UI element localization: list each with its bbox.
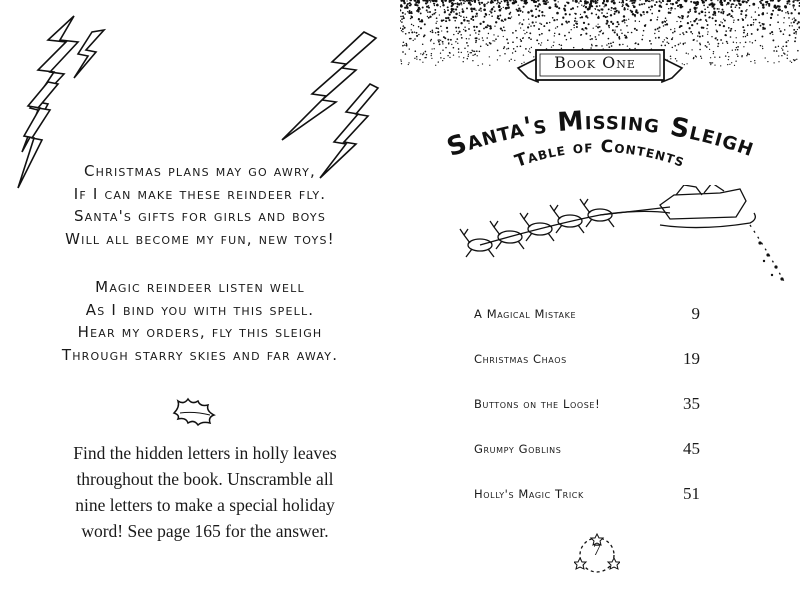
toc-entry[interactable] xyxy=(474,347,700,371)
contents-heading: Table of Contents xyxy=(512,136,688,172)
toc-entry[interactable] xyxy=(474,437,700,461)
poem-line: Through starry skies and far away. xyxy=(61,345,339,364)
book-title: Santa's Missing Sleigh xyxy=(443,105,759,164)
chapter-title: Holly's Magic Trick xyxy=(474,487,584,501)
poem-line: Christmas plans may go awry, xyxy=(83,162,317,180)
chapter-title: A Magical Mistake xyxy=(474,307,577,321)
poem-stanza xyxy=(40,276,360,366)
chapter-title: Grumpy Goblins xyxy=(474,442,562,456)
reindeer-icon xyxy=(580,199,614,227)
poem-line: Santa's gifts for girls and boys xyxy=(73,207,327,225)
sleigh-reindeer-illustration xyxy=(450,185,790,305)
hint-line: word! See page 165 for the answer. xyxy=(81,521,329,541)
poem-line: Hear my orders, fly this sleigh xyxy=(77,323,323,341)
reindeer-icon xyxy=(490,221,524,249)
chapter-page: 19 xyxy=(683,349,700,368)
hidden-letters-hint xyxy=(40,440,370,544)
hint-line: throughout the book. Unscramble all xyxy=(76,469,334,489)
spell-poem xyxy=(40,160,360,392)
toc-entry[interactable] xyxy=(474,482,700,506)
toc-entry[interactable] xyxy=(474,392,700,416)
chapter-page: 51 xyxy=(683,484,700,503)
chapter-page: 45 xyxy=(683,439,700,458)
page-number: 7 xyxy=(593,542,601,559)
chapter-title: Buttons on the Loose! xyxy=(474,397,601,411)
chapter-title: Christmas Chaos xyxy=(474,352,567,366)
poem-line: As I bind you with this spell. xyxy=(85,300,315,319)
hint-line: Find the hidden letters in holly leaves xyxy=(73,443,337,463)
poem-line: Magic reindeer listen well xyxy=(95,278,305,296)
chapter-page: 35 xyxy=(683,394,700,413)
book-number-label: Book One xyxy=(554,53,636,72)
chapter-page: 9 xyxy=(691,304,700,323)
book-title-arc xyxy=(440,92,760,172)
hint-line: nine letters to make a special holiday xyxy=(75,495,335,515)
poem-line: If I can make these reindeer fly. xyxy=(73,184,327,203)
poem-line: Will all become my fun, new toys! xyxy=(65,229,335,248)
holly-leaf-icon xyxy=(170,393,220,427)
poem-stanza xyxy=(40,160,360,250)
right-page xyxy=(400,0,800,598)
toc-entry[interactable] xyxy=(474,302,700,326)
